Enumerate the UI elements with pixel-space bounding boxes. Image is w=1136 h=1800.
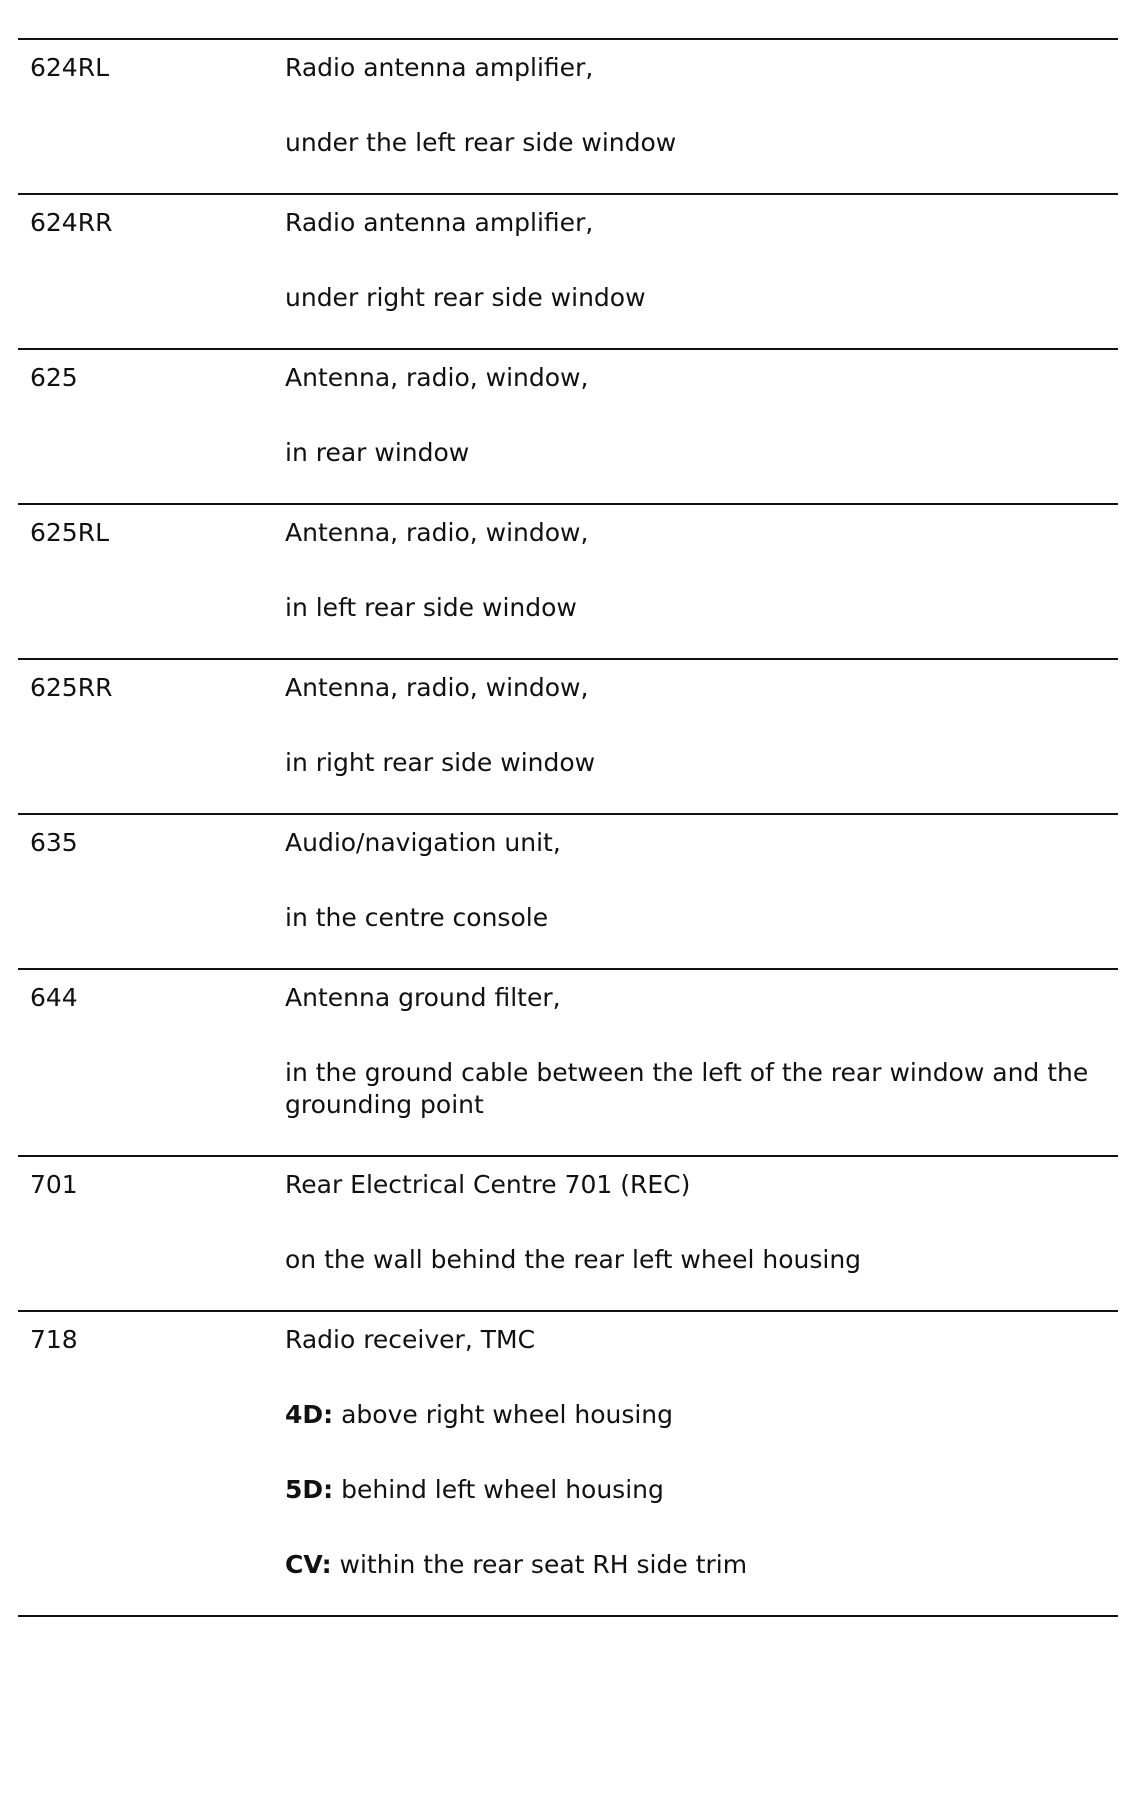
description-text: Audio/navigation unit, — [285, 828, 561, 857]
component-code: 718 — [30, 1325, 78, 1354]
component-description — [285, 982, 1118, 1121]
description-text: on the wall behind the rear left wheel housing — [285, 1245, 862, 1274]
description-text: Radio antenna amplifier, — [285, 208, 594, 237]
component-code: 644 — [30, 983, 78, 1012]
variant-tag: 5D: — [285, 1475, 334, 1504]
component-code: 625RR — [30, 673, 113, 702]
description-line — [285, 282, 1098, 314]
description-text: Antenna, radio, window, — [285, 673, 589, 702]
description-line — [285, 592, 1098, 624]
component-description — [285, 362, 1118, 469]
table-row — [18, 1312, 1118, 1617]
table-row — [18, 660, 1118, 815]
component-description — [285, 52, 1118, 159]
description-text: Antenna ground filter, — [285, 983, 561, 1012]
description-text: within the rear seat RH side trim — [331, 1550, 748, 1579]
component-code: 624RL — [30, 53, 110, 82]
description-line — [285, 747, 1098, 779]
component-description — [285, 517, 1118, 624]
description-line — [285, 1169, 1098, 1201]
description-line — [285, 672, 1098, 704]
description-line — [285, 362, 1098, 394]
description-text: under the left rear side window — [285, 128, 677, 157]
description-line — [285, 1399, 1098, 1431]
table-row — [18, 1157, 1118, 1312]
table-row — [18, 40, 1118, 195]
description-text: Radio receiver, TMC — [285, 1325, 536, 1354]
table-row — [18, 505, 1118, 660]
description-line — [285, 437, 1098, 469]
table-row — [18, 970, 1118, 1157]
description-text: above right wheel housing — [333, 1400, 674, 1429]
description-text: behind left wheel housing — [333, 1475, 664, 1504]
description-text: Rear Electrical Centre 701 (REC) — [285, 1170, 691, 1199]
description-line — [285, 207, 1098, 239]
component-description — [285, 1169, 1118, 1276]
variant-tag: CV: — [285, 1550, 332, 1579]
component-code: 625 — [30, 363, 78, 392]
description-line — [285, 517, 1098, 549]
component-code: 701 — [30, 1170, 78, 1199]
table-row — [18, 815, 1118, 970]
description-line — [285, 1324, 1098, 1356]
component-table — [18, 38, 1118, 1617]
component-code: 624RR — [30, 208, 113, 237]
table-row — [18, 350, 1118, 505]
component-description — [285, 827, 1118, 934]
description-line — [285, 982, 1098, 1014]
component-description — [285, 672, 1118, 779]
description-text: under right rear side window — [285, 283, 646, 312]
description-text: in rear window — [285, 438, 470, 467]
component-code: 625RL — [30, 518, 110, 547]
component-description — [285, 207, 1118, 314]
description-text: in the centre console — [285, 903, 549, 932]
table-row — [18, 195, 1118, 350]
component-description — [285, 1324, 1118, 1581]
description-text: in the ground cable between the left of the rear window and the grounding point — [285, 1058, 1089, 1119]
description-line — [285, 902, 1098, 934]
component-code: 635 — [30, 828, 78, 857]
variant-tag: 4D: — [285, 1400, 334, 1429]
description-line — [285, 127, 1098, 159]
description-text: in left rear side window — [285, 593, 577, 622]
description-text: in right rear side window — [285, 748, 596, 777]
description-text: Radio antenna amplifier, — [285, 53, 594, 82]
description-text: Antenna, radio, window, — [285, 518, 589, 547]
description-text: Antenna, radio, window, — [285, 363, 589, 392]
description-line — [285, 1474, 1098, 1506]
description-line — [285, 827, 1098, 859]
description-line — [285, 1244, 1098, 1276]
description-line — [285, 52, 1098, 84]
description-line — [285, 1549, 1098, 1581]
description-line — [285, 1057, 1098, 1121]
